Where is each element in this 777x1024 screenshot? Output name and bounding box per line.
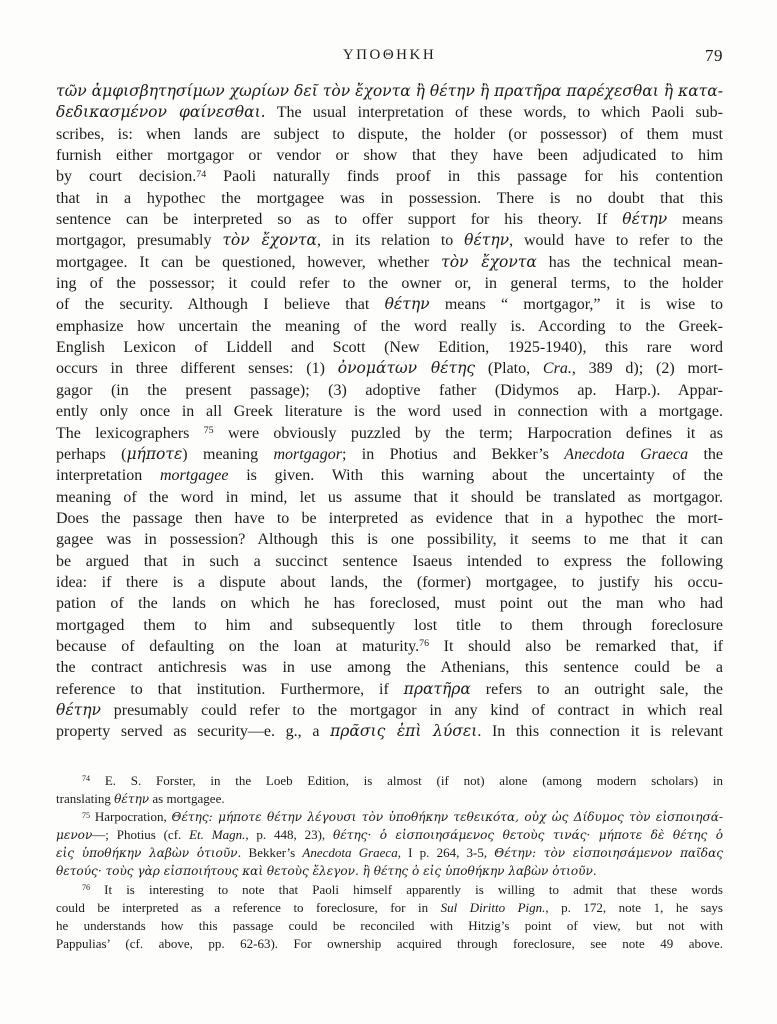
text-line (56, 316, 723, 337)
text-segment: Anecdota Graeca (564, 445, 689, 463)
text-segment: sentence can be interpreted so as to offer support for his theory. If (56, 211, 623, 229)
text-segment: mortgagee (159, 467, 229, 485)
text-segment: Θέτην: τὸν εἰσποιησάμενον παῖδας (494, 846, 723, 861)
text-segment: θέτην (114, 792, 150, 807)
text-line (56, 294, 723, 315)
text-line (56, 721, 723, 742)
text-segment: mortgagee. It can be questioned, however, whether (56, 253, 442, 271)
text-line (56, 358, 723, 379)
text-line (56, 551, 723, 572)
text-segment: , in its relation to (317, 232, 465, 250)
text-line (56, 862, 723, 880)
text-line (56, 657, 723, 678)
text-segment: by court decision. (56, 168, 197, 186)
text-segment: he understands how this passage could be reconciled with Hitzig’s point of view, but not with (56, 917, 723, 933)
text-segment: θέτην (56, 700, 101, 719)
text-segment: μήποτε (126, 444, 183, 463)
text-segment: Does the passage then have to be interpreted as evidence that in a hypothec the mort- (56, 509, 723, 527)
text-line (56, 252, 723, 273)
text-line (56, 844, 723, 862)
page-number: 79 (705, 46, 723, 65)
text-line (56, 593, 723, 614)
text-line (56, 935, 723, 953)
text-segment: It is interesting to note that Paoli himself apparently is willing to admit that these words (90, 881, 723, 897)
text-segment: translating (56, 791, 115, 807)
text-segment: τὸν ἔχοντα (222, 231, 318, 250)
text-segment: Sul Diritto Pign. (440, 899, 546, 915)
text-line (56, 487, 723, 508)
footnotes (56, 772, 723, 953)
text-segment: θετούς· τοὺς γὰρ εἰσποιήτους καὶ θετοὺς ἔλεγον. ἢ θέτης ὁ εἰς ὑποθήκην λαβὼν ὁτιοῦν. (56, 864, 597, 879)
text-line (56, 166, 723, 187)
text-line (56, 826, 723, 844)
text-segment: scribes, is: when lands are subject to dispute, the holder (or possessor) of them must (56, 125, 723, 143)
text-segment: mortgaged them to him and subsequently lost title to them through foreclosure (56, 616, 723, 634)
text-line (56, 188, 723, 209)
text-segment: has the technical mean- (536, 253, 723, 271)
text-line (56, 380, 723, 401)
text-segment: , would have to refer to the (509, 232, 723, 250)
text-segment: Cra. (542, 360, 572, 378)
text-segment: θέτην (464, 231, 510, 250)
text-line (56, 529, 723, 550)
text-segment: pation of the lands on which he has foreclosed, must point out the man who had (56, 595, 723, 613)
text-segment: were obviously puzzled by the term; Harpocration defines it as (213, 424, 723, 442)
text-segment: Harpocration, (90, 809, 172, 825)
text-segment: πρατῆρα (403, 679, 471, 698)
text-segment: , I p. 264, 3-5, (397, 845, 495, 861)
text-segment: θέτην (622, 210, 668, 229)
text-line (56, 881, 723, 899)
text-segment: θέτης· ὁ εἰσποιησάμενος θετοὺς τινάς· μήποτε δὲ θέτης ὁ (333, 828, 723, 843)
text-segment: the contract antichresis was in use among the Athenians, this sentence could be a (56, 659, 723, 677)
text-segment: interpretation (56, 467, 160, 485)
footnote-marker: 75 (82, 810, 91, 820)
text-segment: as mortgagee. (149, 791, 225, 807)
text-line (56, 636, 723, 657)
footnote-marker: 76 (419, 638, 430, 650)
text-segment: πρᾶσις ἐπὶ λύσει (330, 722, 478, 741)
text-segment: means “ mortgagor,” it is wise to (429, 296, 723, 314)
text-segment: gagor (in the present passage); (3) adoptive father (Didymos ap. Harp.). Appar- (56, 381, 723, 399)
text-segment: property served as security—e. g., a (56, 723, 331, 741)
text-line (56, 679, 723, 700)
text-segment: that in a hypothec the mortgagee was in possession. There is no doubt that this (56, 189, 723, 207)
text-segment: ing of the possessor; it could refer to the owner or, in general terms, to the holder (56, 275, 723, 293)
text-segment: δεδικασμένον φαίνεσθαι. (56, 103, 266, 122)
text-line (56, 772, 723, 790)
footnote-marker: 74 (82, 774, 91, 784)
footnote-marker: 74 (196, 168, 207, 180)
text-line (56, 273, 723, 294)
text-segment: meaning of the word in mind, let us assume that it should be translated as mortgagor. (56, 488, 723, 506)
text-segment: τὸν ἔχοντα (441, 252, 537, 271)
text-segment: emphasize how uncertain the meaning of the word really is. According to the Greek- (56, 317, 723, 335)
text-segment: Bekker’s (241, 845, 303, 861)
text-segment: of the security. Although I believe that (56, 296, 385, 314)
text-segment: English Lexicon of Liddell and Scott (New Edition, 1925-1940), this rare word (56, 339, 723, 357)
text-segment: ; in Photius and Bekker’s (341, 445, 565, 463)
text-segment: μενον (56, 828, 93, 843)
text-segment: gagee was in possession? Although this is one possibility, it seems to me that it can (56, 531, 723, 549)
running-head (56, 47, 723, 65)
text-segment: presumably could refer to the mortgagor in any kind of contract in which real (100, 701, 723, 719)
text-line (56, 209, 723, 230)
text-segment: τῶν ἀμφισβητησίμων χωρίων δεῖ τὸν ἔχοντα ἢ θέτην ἢ πρατῆρα παρέχεσθαι ἢ κατα- (56, 82, 723, 100)
text-segment: θέτην (384, 295, 430, 314)
running-head-title: ΥΠΟΘΗΚΗ (342, 47, 437, 63)
text-segment: εἰς ὑποθήκην λαβὼν ὁτιοῦν. (56, 846, 242, 861)
text-segment: The usual interpretation of these words, to which Paoli sub- (265, 104, 723, 122)
text-segment: Anecdota Graeca (302, 845, 398, 861)
text-line (56, 401, 723, 422)
text-segment: refers to an outright sale, the (470, 680, 723, 698)
text-segment: ὀνομάτων θέτης (337, 359, 476, 378)
text-line (56, 508, 723, 529)
text-line (56, 230, 723, 251)
text-segment: Et. Magn. (189, 827, 246, 843)
footnote-marker: 75 (203, 425, 214, 437)
text-segment: It should also be remarked that, if (429, 637, 723, 655)
text-segment: mortgagor (273, 445, 342, 463)
text-line (56, 124, 723, 145)
text-line (56, 337, 723, 358)
text-line (56, 917, 723, 935)
text-segment: perhaps ( (56, 445, 127, 463)
text-segment: mortgagor, presumably (56, 232, 223, 250)
text-line (56, 615, 723, 636)
text-segment: reference to that institution. Furthermore, if (56, 680, 404, 698)
text-segment: is given. With this warning about the uncertainty of the (228, 467, 723, 485)
text-segment: , 389 d); (2) mort- (571, 360, 723, 378)
text-line (56, 899, 723, 917)
text-line (56, 81, 723, 102)
text-segment: means (667, 211, 723, 229)
text-segment: ently only once in all Greek literature is the word used in connection with a mortgage. (56, 403, 723, 421)
text-line (56, 145, 723, 166)
text-line (56, 444, 723, 465)
text-segment: idea: if there is a dispute about lands, the (former) mortgagee, to justify his occu- (56, 573, 723, 591)
text-segment: , p. 448, 23), (245, 827, 334, 843)
text-line (56, 102, 723, 123)
text-segment: . In this connection it is relevant (477, 723, 723, 741)
footnote-marker: 76 (82, 882, 91, 892)
text-line (56, 790, 723, 808)
text-segment: Paoli naturally finds proof in this passage for his contention (206, 168, 723, 186)
text-segment: furnish either mortgagor or vendor or show that they have been adjudicated to him (56, 147, 723, 165)
text-segment: E. S. Forster, in the Loeb Edition, is almost (if not) alone (among modern scholars) in (90, 773, 723, 788)
text-line (56, 465, 723, 486)
text-segment: Θέτης: μήποτε θέτην λέγουσι τὸν ὑποθήκην τεθεικότα, οὐχ ὡς Δίδυμος τὸν εἰσποιησά- (171, 810, 723, 825)
text-segment: —; Photius (cf. (92, 827, 190, 843)
text-segment: The lexicographers (56, 424, 204, 442)
text-segment: be argued that in such a succinct sentence Isaeus intended to express the following (56, 552, 723, 570)
text-line (56, 423, 723, 444)
text-line (56, 572, 723, 593)
text-segment: the (688, 445, 723, 463)
main-text (56, 81, 723, 743)
text-line (56, 700, 723, 721)
text-line (56, 808, 723, 826)
text-segment: occurs in three different senses: (1) (56, 360, 338, 378)
text-segment: ) meaning (182, 445, 274, 463)
text-segment: Pappulias’ (cf. above, pp. 62-63). For ownership acquired through foreclosure, see note 49 above. (56, 935, 723, 951)
text-segment: , p. 172, note 1, he says (545, 899, 723, 915)
text-segment: could be interpreted as a reference to foreclosure, for in (56, 899, 441, 915)
text-segment: (Plato, (475, 360, 543, 378)
text-segment: because of defaulting on the loan at maturity. (56, 637, 420, 655)
